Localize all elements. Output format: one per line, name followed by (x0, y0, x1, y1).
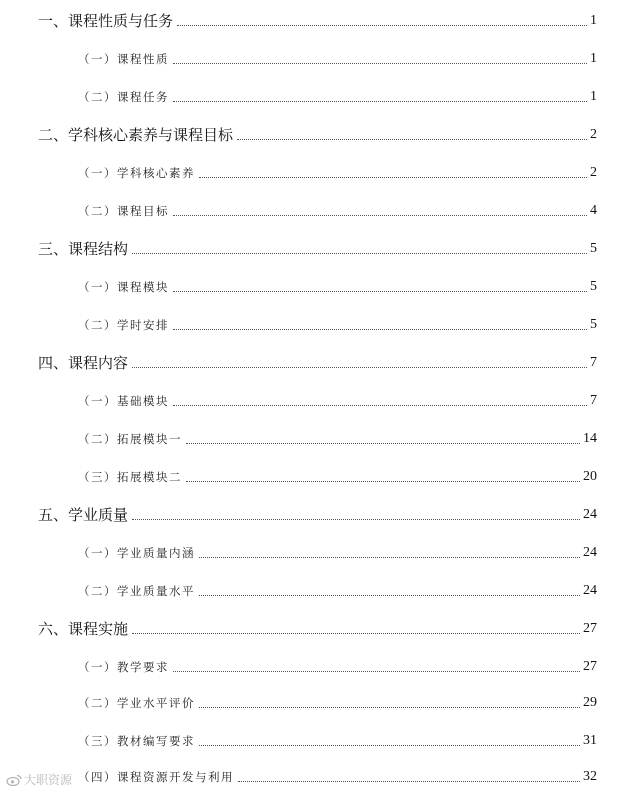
toc-label: （一）课程性质 (78, 52, 169, 66)
watermark-text: 大职资源 (24, 773, 73, 787)
dot-leader (173, 328, 587, 330)
toc-label: 六、课程实施 (38, 620, 129, 638)
toc-section-6-2[interactable] (0, 688, 643, 712)
toc-section-5-2[interactable] (0, 576, 643, 600)
dot-leader (199, 744, 580, 746)
toc-page-number: 32 (583, 769, 597, 784)
toc-page-number: 27 (583, 621, 597, 636)
toc-page-number: 5 (590, 241, 597, 256)
dot-leader (173, 404, 587, 406)
toc-page-number: 2 (590, 127, 597, 142)
toc-label: （一）学业质量内涵 (78, 546, 195, 560)
dot-leader (132, 632, 580, 634)
toc-page-number: 5 (590, 279, 597, 294)
toc-label: （二）拓展模块一 (78, 432, 182, 446)
toc-section-5-1[interactable] (0, 538, 643, 562)
toc-label: （三）教材编写要求 (78, 734, 195, 748)
toc-chapter-3[interactable] (0, 234, 643, 258)
dot-leader (186, 442, 580, 444)
toc-label: 五、学业质量 (38, 506, 129, 524)
toc-section-4-2[interactable] (0, 424, 643, 448)
toc-chapter-4[interactable] (0, 348, 643, 372)
toc-label: （二）学时安排 (78, 318, 169, 332)
toc-page-number: 1 (590, 13, 597, 28)
toc-section-3-2[interactable] (0, 310, 643, 334)
toc-label: （二）学业水平评价 (78, 696, 195, 710)
weibo-icon (6, 774, 22, 786)
toc-label: （一）课程模块 (78, 280, 169, 294)
toc-section-1-2[interactable] (0, 82, 643, 106)
toc-section-2-2[interactable] (0, 196, 643, 220)
dot-leader (199, 556, 580, 558)
toc-section-6-3[interactable] (0, 726, 643, 750)
dot-leader (173, 670, 580, 672)
dot-leader (132, 252, 587, 254)
toc-page-number: 27 (583, 659, 597, 674)
dot-leader (173, 290, 587, 292)
toc-label: 一、课程性质与任务 (38, 12, 174, 30)
dot-leader (132, 518, 580, 520)
dot-leader (132, 366, 587, 368)
toc-label: （一）学科核心素养 (78, 166, 195, 180)
toc-page-number: 20 (583, 469, 597, 484)
toc-section-4-1[interactable] (0, 386, 643, 410)
toc-label: （三）拓展模块二 (78, 470, 182, 484)
dot-leader (177, 24, 587, 26)
toc-page-number: 1 (590, 51, 597, 66)
dot-leader (237, 138, 587, 140)
dot-leader (199, 176, 587, 178)
toc-label: （二）学业质量水平 (78, 584, 195, 598)
toc-page-number: 14 (583, 431, 597, 446)
toc-page-number: 31 (583, 733, 597, 748)
dot-leader (186, 480, 580, 482)
toc-label: （一）基础模块 (78, 394, 169, 408)
dot-leader (173, 62, 587, 64)
dot-leader (199, 594, 580, 596)
toc-section-3-1[interactable] (0, 272, 643, 296)
toc-label: 三、课程结构 (38, 240, 129, 258)
toc-section-1-1[interactable] (0, 44, 643, 68)
toc-page-number: 24 (583, 545, 597, 560)
toc-section-6-4[interactable] (0, 762, 643, 786)
dot-leader (173, 100, 587, 102)
watermark (6, 771, 72, 788)
toc-page-number: 5 (590, 317, 597, 332)
toc-page-number: 4 (590, 203, 597, 218)
dot-leader (238, 780, 580, 782)
toc-page-number: 24 (583, 583, 597, 598)
toc-chapter-5[interactable] (0, 500, 643, 524)
toc-page-number: 7 (590, 393, 597, 408)
toc-label: （二）课程目标 (78, 204, 169, 218)
toc-page-number: 29 (583, 695, 597, 710)
toc-page-number: 24 (583, 507, 597, 522)
toc-section-4-3[interactable] (0, 462, 643, 486)
toc-label: 四、课程内容 (38, 354, 129, 372)
toc-label: （一）教学要求 (78, 660, 169, 674)
toc-section-6-1[interactable] (0, 652, 643, 676)
toc-section-2-1[interactable] (0, 158, 643, 182)
toc-page-number: 7 (590, 355, 597, 370)
toc-chapter-2[interactable] (0, 120, 643, 144)
toc-chapter-1[interactable] (0, 6, 643, 30)
toc-label: 二、学科核心素养与课程目标 (38, 126, 234, 144)
toc-page-number: 2 (590, 165, 597, 180)
toc-chapter-6[interactable] (0, 614, 643, 638)
dot-leader (199, 706, 580, 708)
toc-label: （二）课程任务 (78, 90, 169, 104)
toc-page-number: 1 (590, 89, 597, 104)
dot-leader (173, 214, 587, 216)
toc-label: （四）课程资源开发与利用 (78, 770, 234, 784)
